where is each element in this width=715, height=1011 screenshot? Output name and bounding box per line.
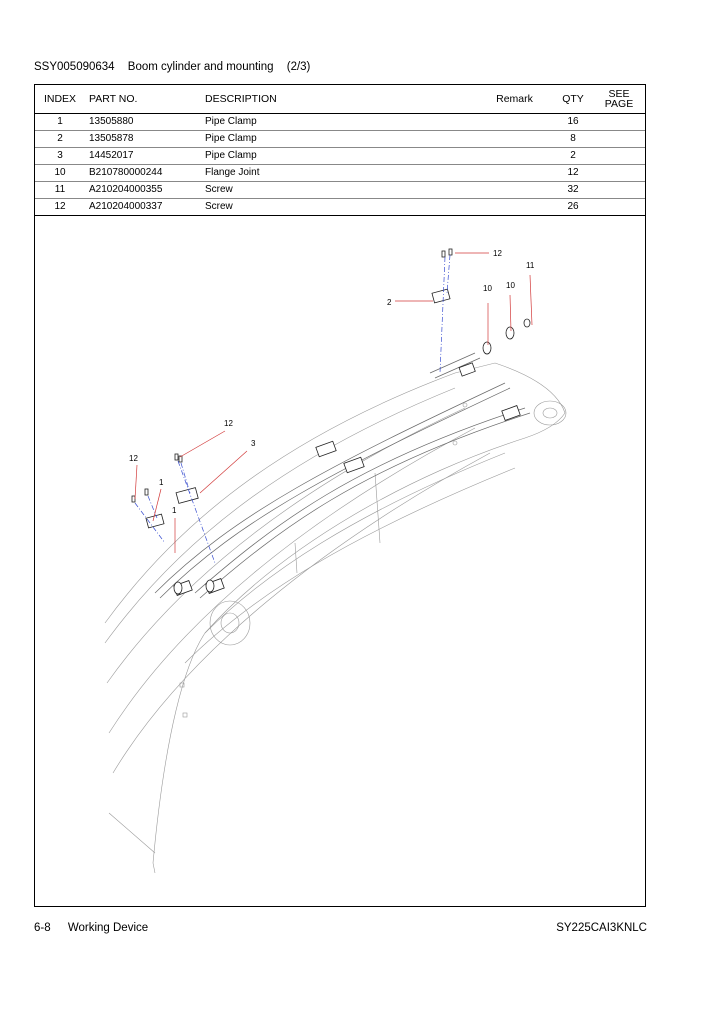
- col-see-page-line1: SEE: [608, 87, 630, 100]
- cell-qty: 12: [553, 165, 593, 182]
- cell-remark: [476, 131, 553, 148]
- cell-see-page: [593, 165, 645, 182]
- cell-description: Pipe Clamp: [201, 131, 476, 148]
- screws: [132, 249, 452, 502]
- parts-table: [35, 85, 645, 216]
- col-description: DESCRIPTION: [201, 85, 476, 114]
- boom-outline: [105, 363, 566, 873]
- cell-qty: 26: [553, 199, 593, 216]
- callout-10: 10: [506, 281, 515, 290]
- cell-remark: [476, 148, 553, 165]
- document-title-text: Boom cylinder and mounting: [127, 61, 274, 73]
- cell-remark: [476, 165, 553, 182]
- callout-3: 3: [251, 439, 256, 448]
- leader-lines: [135, 253, 532, 553]
- footer-left: [34, 922, 148, 934]
- callout-2: 2: [387, 298, 392, 307]
- parts-frame: [34, 84, 646, 907]
- callout-12: 12: [129, 454, 138, 463]
- col-qty: QTY: [553, 85, 593, 114]
- boom-exploded-drawing: [35, 213, 645, 906]
- pipe-clamps: [146, 289, 520, 595]
- model-code: SY225CAI3KNLC: [556, 922, 647, 934]
- cell-part-no: 14452017: [85, 148, 201, 165]
- callout-labels: [129, 249, 535, 515]
- cell-see-page: [593, 182, 645, 199]
- callout-1: 1: [159, 478, 164, 487]
- col-see-page-line2: PAGE: [604, 98, 634, 110]
- flange-joints: [174, 319, 530, 594]
- cell-index: 12: [35, 199, 85, 216]
- cell-part-no: A210204000355: [85, 182, 201, 199]
- cell-part-no: B210780000244: [85, 165, 201, 182]
- table-row: [35, 148, 645, 165]
- cell-index: 1: [35, 114, 85, 131]
- cell-qty: 16: [553, 114, 593, 131]
- cell-description: Flange Joint: [201, 165, 476, 182]
- document-code: SSY005090634: [34, 61, 115, 73]
- callout-12: 12: [224, 419, 233, 428]
- page-number: 6-8: [34, 922, 51, 934]
- cell-remark: [476, 114, 553, 131]
- cell-index: 3: [35, 148, 85, 165]
- cell-description: Screw: [201, 199, 476, 216]
- callout-11: 11: [526, 261, 535, 270]
- col-see-page: [593, 85, 645, 114]
- cell-description: Pipe Clamp: [201, 148, 476, 165]
- cell-part-no: 13505880: [85, 114, 201, 131]
- cell-see-page: [593, 114, 645, 131]
- callout-1: 1: [172, 506, 177, 515]
- callout-10: 10: [483, 284, 492, 293]
- table-row: [35, 131, 645, 148]
- col-index: INDEX: [35, 85, 85, 114]
- col-part-no: PART NO.: [85, 85, 201, 114]
- cell-part-no: A210204000337: [85, 199, 201, 216]
- cell-index: 10: [35, 165, 85, 182]
- cell-remark: [476, 182, 553, 199]
- cell-index: 11: [35, 182, 85, 199]
- cell-description: Pipe Clamp: [201, 114, 476, 131]
- cell-description: Screw: [201, 182, 476, 199]
- section-name: Working Device: [67, 922, 149, 934]
- cell-qty: 2: [553, 148, 593, 165]
- cell-index: 2: [35, 131, 85, 148]
- cell-qty: 32: [553, 182, 593, 199]
- document-title: [34, 61, 320, 73]
- hydraulic-hoses: [155, 353, 530, 598]
- col-remark: Remark: [476, 85, 553, 114]
- cell-see-page: [593, 131, 645, 148]
- table-row: [35, 182, 645, 199]
- page-fraction: (2/3): [286, 61, 311, 73]
- cell-part-no: 13505878: [85, 131, 201, 148]
- cell-qty: 8: [553, 131, 593, 148]
- callout-12: 12: [493, 249, 502, 258]
- table-row: [35, 165, 645, 182]
- cell-see-page: [593, 148, 645, 165]
- table-header-row: [35, 85, 645, 114]
- table-row: [35, 114, 645, 131]
